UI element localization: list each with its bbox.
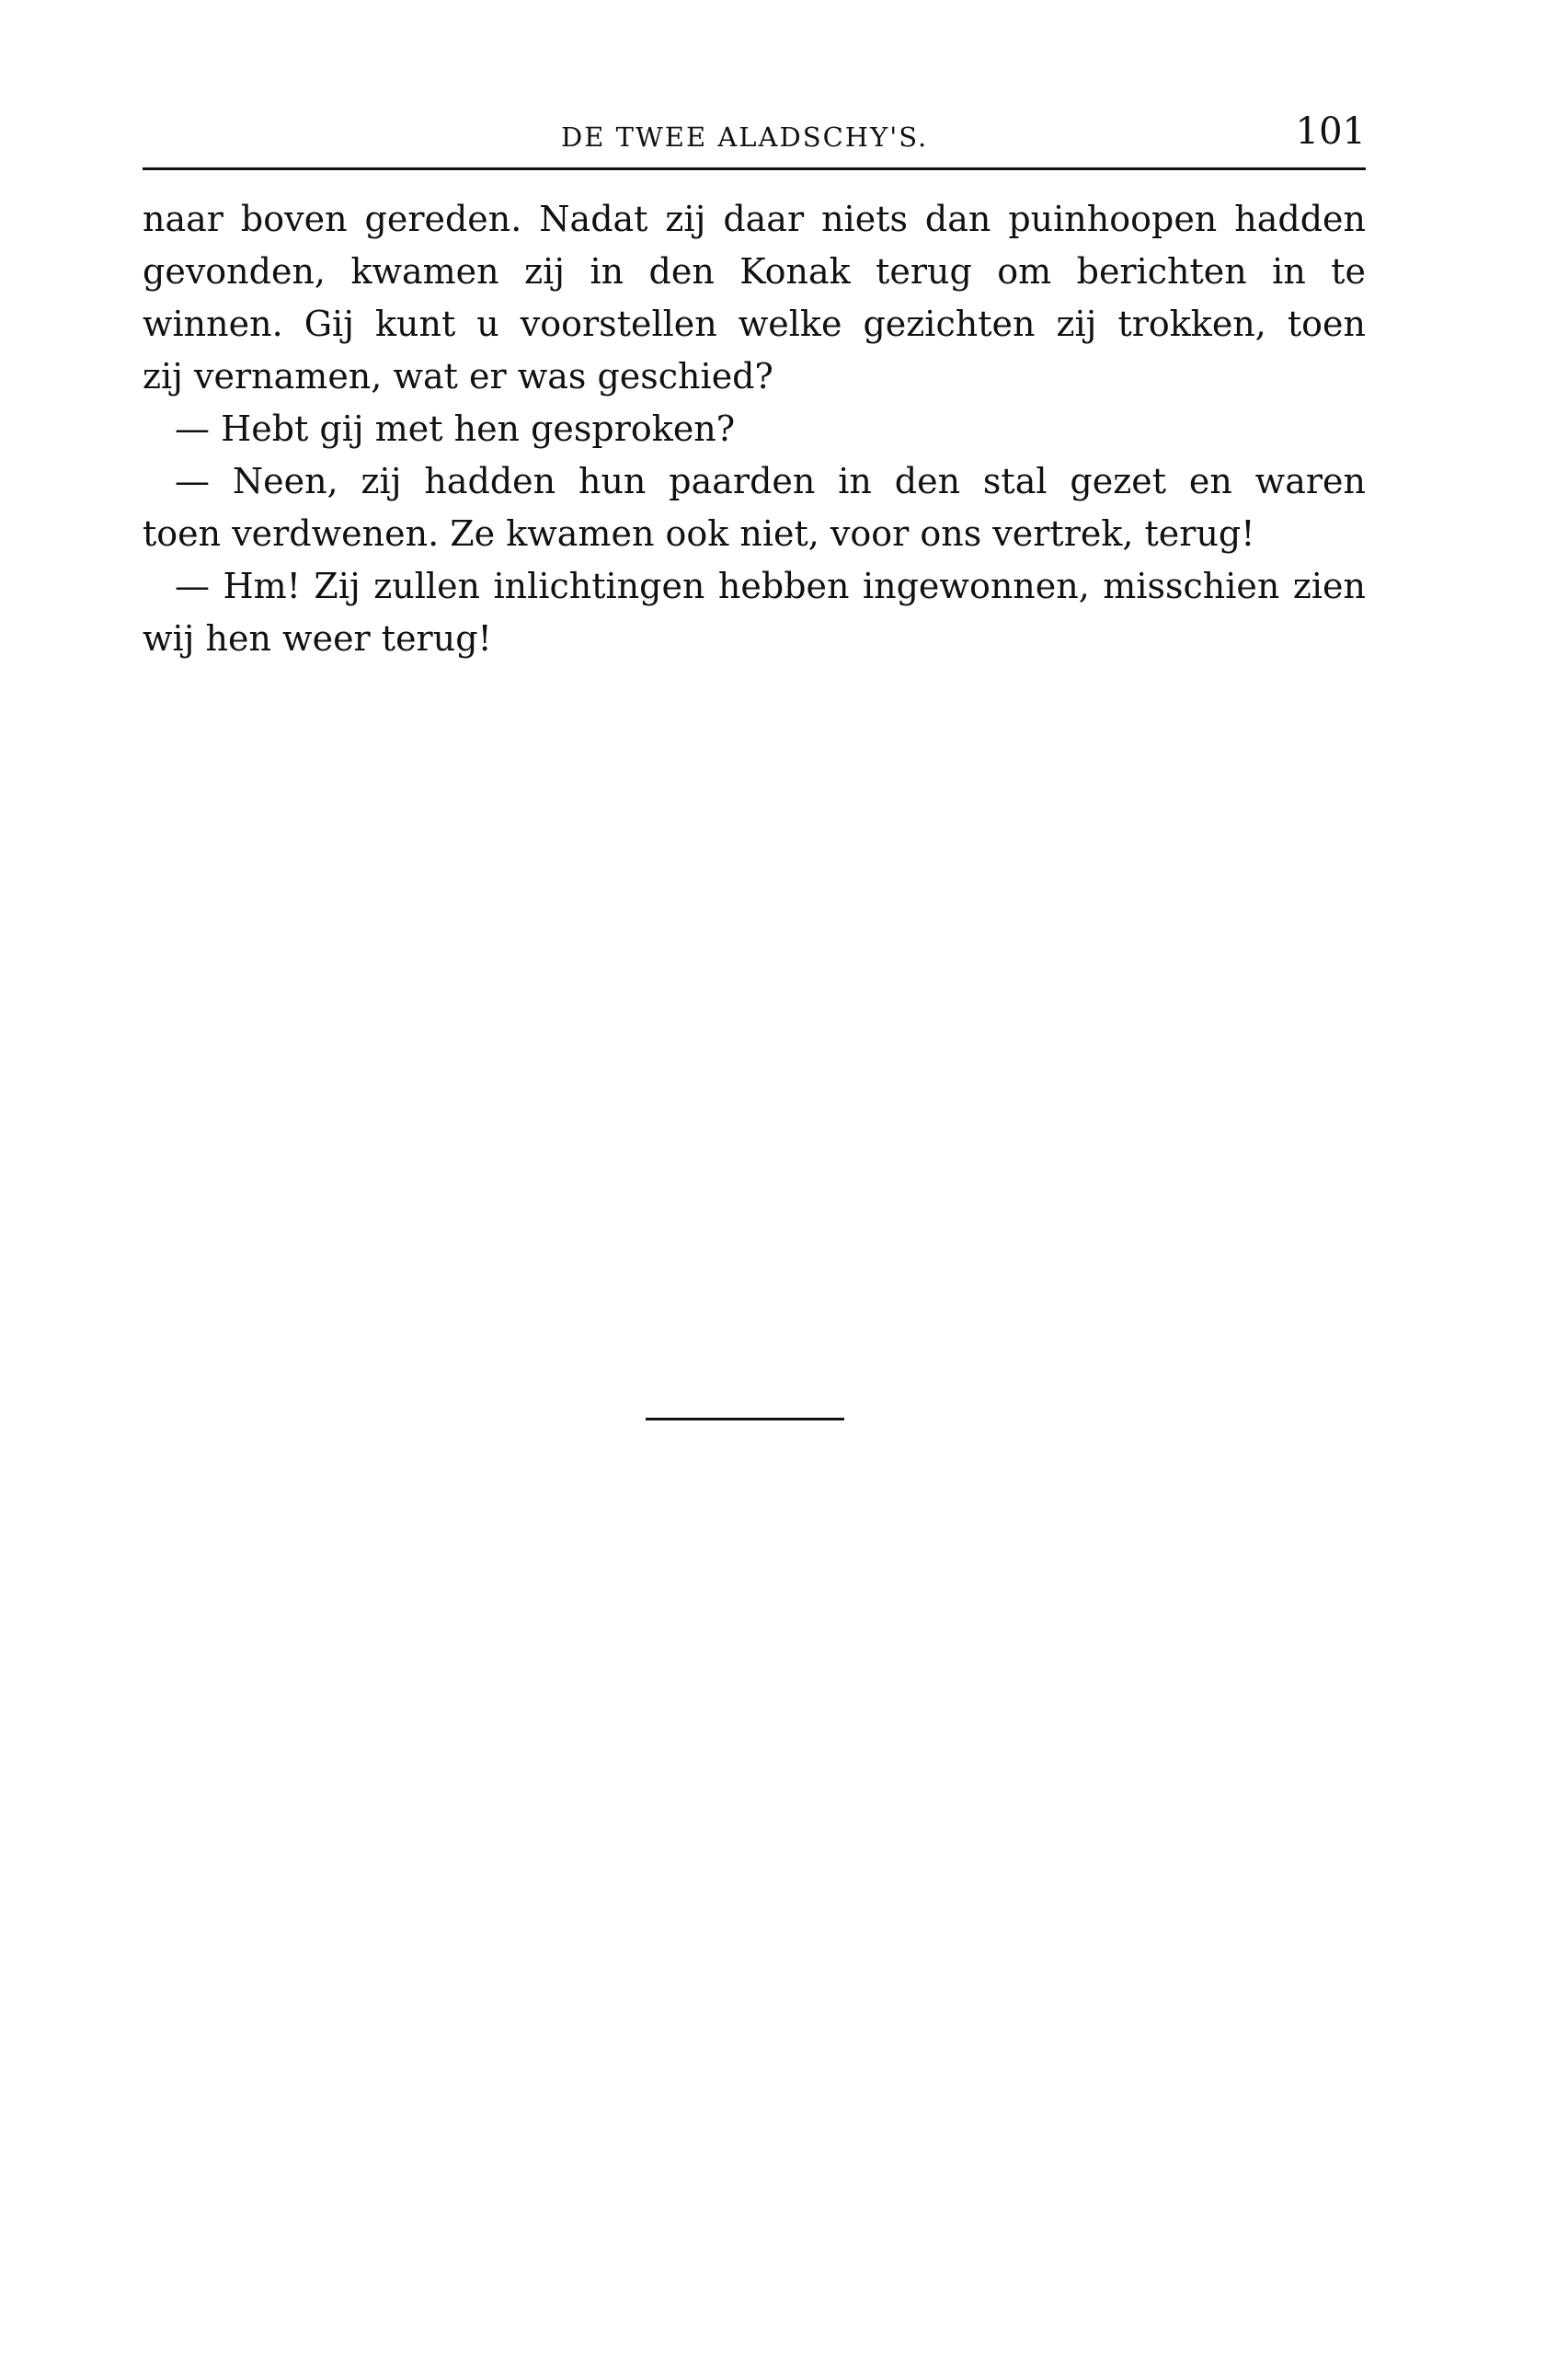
text-line: winnen. Gij kunt u voorstellen welke gezichten zij trokken, toen	[143, 304, 1366, 344]
text-line: gevonden, kwamen zij in den Konak terug om berichten in te	[143, 251, 1366, 292]
page-number: 101	[1295, 110, 1366, 153]
dialogue-line: — Hebt gij met hen gesproken?	[175, 408, 736, 449]
header-rule	[143, 167, 1366, 170]
text-line: wij hen weer terug!	[143, 618, 492, 659]
dialogue-line: — Hm! Zij zullen inlichtingen hebben ingewonnen, misschien zien	[175, 566, 1366, 606]
text-line: toen verdwenen. Ze kwamen ook niet, voor ons vertrek, terug!	[143, 513, 1255, 554]
section-end-rule	[646, 1418, 844, 1420]
running-head	[143, 110, 1366, 166]
text-line: naar boven gereden. Nadat zij daar niets dan puinhoopen hadden	[143, 199, 1366, 239]
dialogue-line: — Neen, zij hadden hun paarden in den stal gezet en waren	[175, 461, 1366, 501]
body-text	[143, 193, 1366, 665]
running-title: DE TWEE ALADSCHY'S.	[561, 121, 929, 153]
text-line: zij vernamen, wat er was geschied?	[143, 356, 773, 397]
